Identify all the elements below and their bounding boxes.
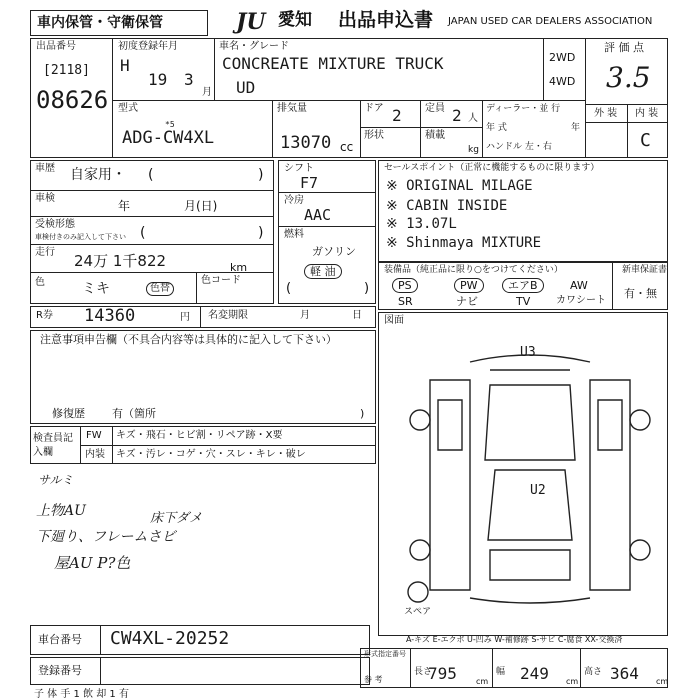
registration-era: H (120, 56, 130, 75)
height-unit: cm (656, 677, 669, 686)
storage-badge (30, 10, 208, 36)
exterior-label: 外 装 (594, 108, 618, 119)
wheel-front-right (630, 410, 650, 430)
interior-label: 内 装 (635, 108, 659, 119)
recall-label: 受検形態 (35, 219, 75, 230)
vehicle-maker: UD (236, 78, 256, 97)
fuel-gasoline: ガソリン (312, 245, 356, 258)
brand-name: 愛知 (278, 10, 312, 30)
recycle-unit: 円 (180, 312, 190, 323)
capacity-unit: 人 (468, 113, 478, 124)
grade-label: 評 価 点 (604, 41, 644, 54)
left-window-outline (438, 400, 462, 450)
diagram-legend: A-キズ E-エクボ U-凹み W-補修跡 S-サビ C-腐食 XX-交換済 (406, 635, 623, 644)
new-car-warranty-value: 有・無 (624, 287, 657, 300)
spare-label: スペア (404, 607, 432, 617)
recycle-row (30, 306, 376, 328)
roof-outline (485, 385, 575, 460)
handwritten-note: 床下ダメ (150, 511, 203, 526)
equip-tv: TV (516, 295, 531, 308)
lot-number: 08626 (36, 86, 109, 114)
color-code-label: 色コード (201, 275, 241, 286)
recall-paren-open: ( (140, 225, 146, 241)
repair-history-value: 有（箇所 (112, 407, 156, 420)
height-label: 高さ (584, 667, 603, 677)
diagram-mark-top: U3 (520, 345, 536, 360)
diagram-label: 図面 (384, 315, 404, 326)
recall-paren-close: ) (258, 225, 264, 241)
ju-logo-mark: JU (236, 9, 266, 35)
inspector-int: 内装 (85, 449, 105, 460)
capacity-label: 定員 (425, 103, 445, 114)
ac-value: AAC (304, 206, 332, 224)
model-year-label: 年 式 (486, 123, 507, 133)
recycle-amount: 14360 (84, 306, 136, 326)
length-value: 795 (428, 664, 457, 683)
drive-2wd: 2WD (549, 51, 576, 64)
diagram-mark-center: U2 (530, 483, 546, 498)
wheel-rear-left (410, 540, 430, 560)
history-label: 車歴 (35, 163, 55, 174)
equip-ps: PS (392, 278, 418, 293)
left-side-outline (430, 380, 470, 590)
registration-number-label: 登録番号 (38, 664, 82, 677)
height-value: 364 (610, 664, 639, 683)
dealer-label: ディーラー・並 行 (486, 104, 561, 114)
body-outline (488, 470, 572, 540)
load-label: 積載 (425, 130, 445, 141)
grade-score: 3.5 (606, 61, 651, 94)
equip-navi: ナビ (456, 295, 478, 308)
shift-label: シフト (284, 163, 314, 174)
equipment-label: 装備品（純正品に限り○をつけてください） (384, 265, 563, 275)
doors-value: 2 (392, 106, 402, 125)
width-unit: cm (566, 677, 579, 686)
form-number-label: 形式指定番号 (364, 650, 406, 658)
model-year-unit: 年 (571, 123, 581, 133)
lot-sub-number-value: 2118 (50, 63, 83, 78)
association-name: JAPAN USED CAR DEALERS ASSOCIATION (448, 16, 653, 27)
displacement-unit: cc (340, 140, 354, 154)
fuel-label: 燃料 (284, 229, 304, 240)
lot-sub-number: [2118] (43, 63, 90, 78)
inspection-label: 車検 (35, 193, 55, 204)
capacity-value: 2 (452, 106, 462, 125)
sales-point-item: ※ 13.07L (386, 216, 457, 232)
history-paren-close: ) (258, 167, 264, 183)
fuel-diesel: 軽 油 (304, 264, 342, 279)
recall-note: 車検付きのみ記入して下さい (35, 233, 126, 241)
wheel-rear-right (630, 540, 650, 560)
spare-tire-outline (408, 582, 428, 602)
sales-point-item: ※ ORIGINAL MILAGE (386, 178, 533, 194)
sales-point-text: Shinmaya MIXTURE (406, 235, 542, 251)
equip-airbag: エアB (502, 278, 544, 293)
equip-pw: PW (454, 278, 484, 293)
sales-point-text: ORIGINAL MILAGE (406, 178, 533, 194)
handwritten-note: 下廻り、フレームさビ (36, 529, 176, 545)
vehicle-name-label: 車名・グレード (219, 41, 289, 52)
mileage-unit: km (230, 261, 248, 274)
fuel-paren-close: ) (364, 281, 370, 296)
vehicle-name: CONCREATE MIXTURE TRUCK (222, 54, 444, 73)
sales-point-text: CABIN INSIDE (406, 198, 508, 214)
history-paren-open: ( (148, 167, 154, 183)
equip-leather-seat: カワシート (556, 295, 606, 306)
wheel-front-left (410, 410, 430, 430)
inspector-fw-items: キズ・飛石・ヒビ割・リペア跡・X要 (116, 430, 283, 441)
equip-sr: SR (398, 295, 413, 308)
name-change-day: 日 (352, 310, 362, 321)
model-label: 型式 (118, 103, 138, 114)
inspector-fw: FW (86, 430, 102, 441)
width-label: 幅 (496, 667, 506, 677)
handwritten-note: サルミ (38, 473, 74, 487)
chassis-number: CW4XL-20252 (110, 628, 230, 649)
inspector-int-items: キズ・汚レ・コゲ・穴・スレ・キレ・破レ (116, 449, 306, 460)
interior-grade: C (640, 130, 651, 151)
sales-point-item: ※ Shinmaya MIXTURE (386, 235, 542, 251)
rear-outline (490, 550, 570, 580)
registration-month: 3 (184, 70, 194, 89)
history-value: 自家用・ (70, 167, 126, 183)
length-unit: cm (476, 677, 489, 686)
inspector-label: 検査員記入欄 (33, 433, 73, 458)
first-registration-label: 初度登録年月 (118, 41, 178, 52)
registration-month-unit: 月 (202, 87, 212, 98)
mileage-label: 走行 (35, 247, 55, 258)
drive-4wd: 4WD (549, 75, 576, 88)
name-change-label: 名変期限 (208, 310, 248, 321)
shape-label: 形状 (364, 130, 384, 141)
truck-diagram (400, 340, 660, 610)
equip-aw: AW (570, 279, 588, 292)
name-change-month: 月 (300, 310, 310, 321)
sales-points-label: セールスポイント（正常に機能するものに限ります） (384, 163, 600, 173)
repair-history-close: ) (360, 407, 365, 420)
fuel-paren-open: ( (286, 281, 292, 296)
doors-label: ドア (364, 103, 384, 114)
ac-label: 冷房 (284, 195, 304, 206)
color-label: 色 (35, 277, 45, 288)
model-mark: *5 (165, 120, 175, 129)
footer-partial: 子 体 手 1 飲 却 1 有 (34, 689, 129, 700)
recycle-label: R券 (36, 310, 53, 321)
sales-point-text: 13.07L (406, 216, 457, 232)
ju-logo (236, 9, 280, 37)
registration-year: 19 (148, 70, 168, 89)
inspection-month-day: 月(日) (184, 199, 218, 213)
handle-label: ハンドル 左・右 (486, 142, 552, 152)
length-label: 長さ (414, 667, 433, 677)
inspection-year-unit: 年 (118, 199, 131, 213)
displacement-value: 13070 (280, 133, 332, 153)
model-value: ADG-CW4XL (122, 128, 215, 148)
notes-label: 注意事項申告欄（不具合内容等は具体的に記入して下さい） (40, 333, 337, 346)
shift-value: F7 (300, 174, 319, 192)
handwritten-note: 上物AU (36, 503, 86, 519)
new-car-warranty-label: 新車保証書 (622, 265, 668, 275)
mileage-value: 24万 1千822 (74, 252, 167, 270)
ref-label: 参 考 (364, 675, 383, 684)
color-change-label: 色替 (146, 282, 174, 296)
repair-history-label: 修復歴 (52, 407, 85, 420)
doc-title: 出品申込書 (338, 9, 434, 31)
displacement-label: 排気量 (277, 103, 307, 114)
right-side-outline (590, 380, 630, 590)
load-unit: kg (468, 145, 479, 155)
rear-bumper-outline (470, 598, 590, 603)
chassis-label: 車台番号 (38, 633, 82, 646)
right-window-outline (598, 400, 622, 450)
storage-badge-text: 車内保管・守衛保管 (37, 15, 163, 31)
sales-point-item: ※ CABIN INSIDE (386, 198, 508, 214)
handwritten-note: 屋AU P?色 (54, 554, 131, 572)
width-value: 249 (520, 664, 549, 683)
color-value: ミキ (82, 281, 110, 297)
lot-number-label: 出品番号 (36, 41, 76, 52)
